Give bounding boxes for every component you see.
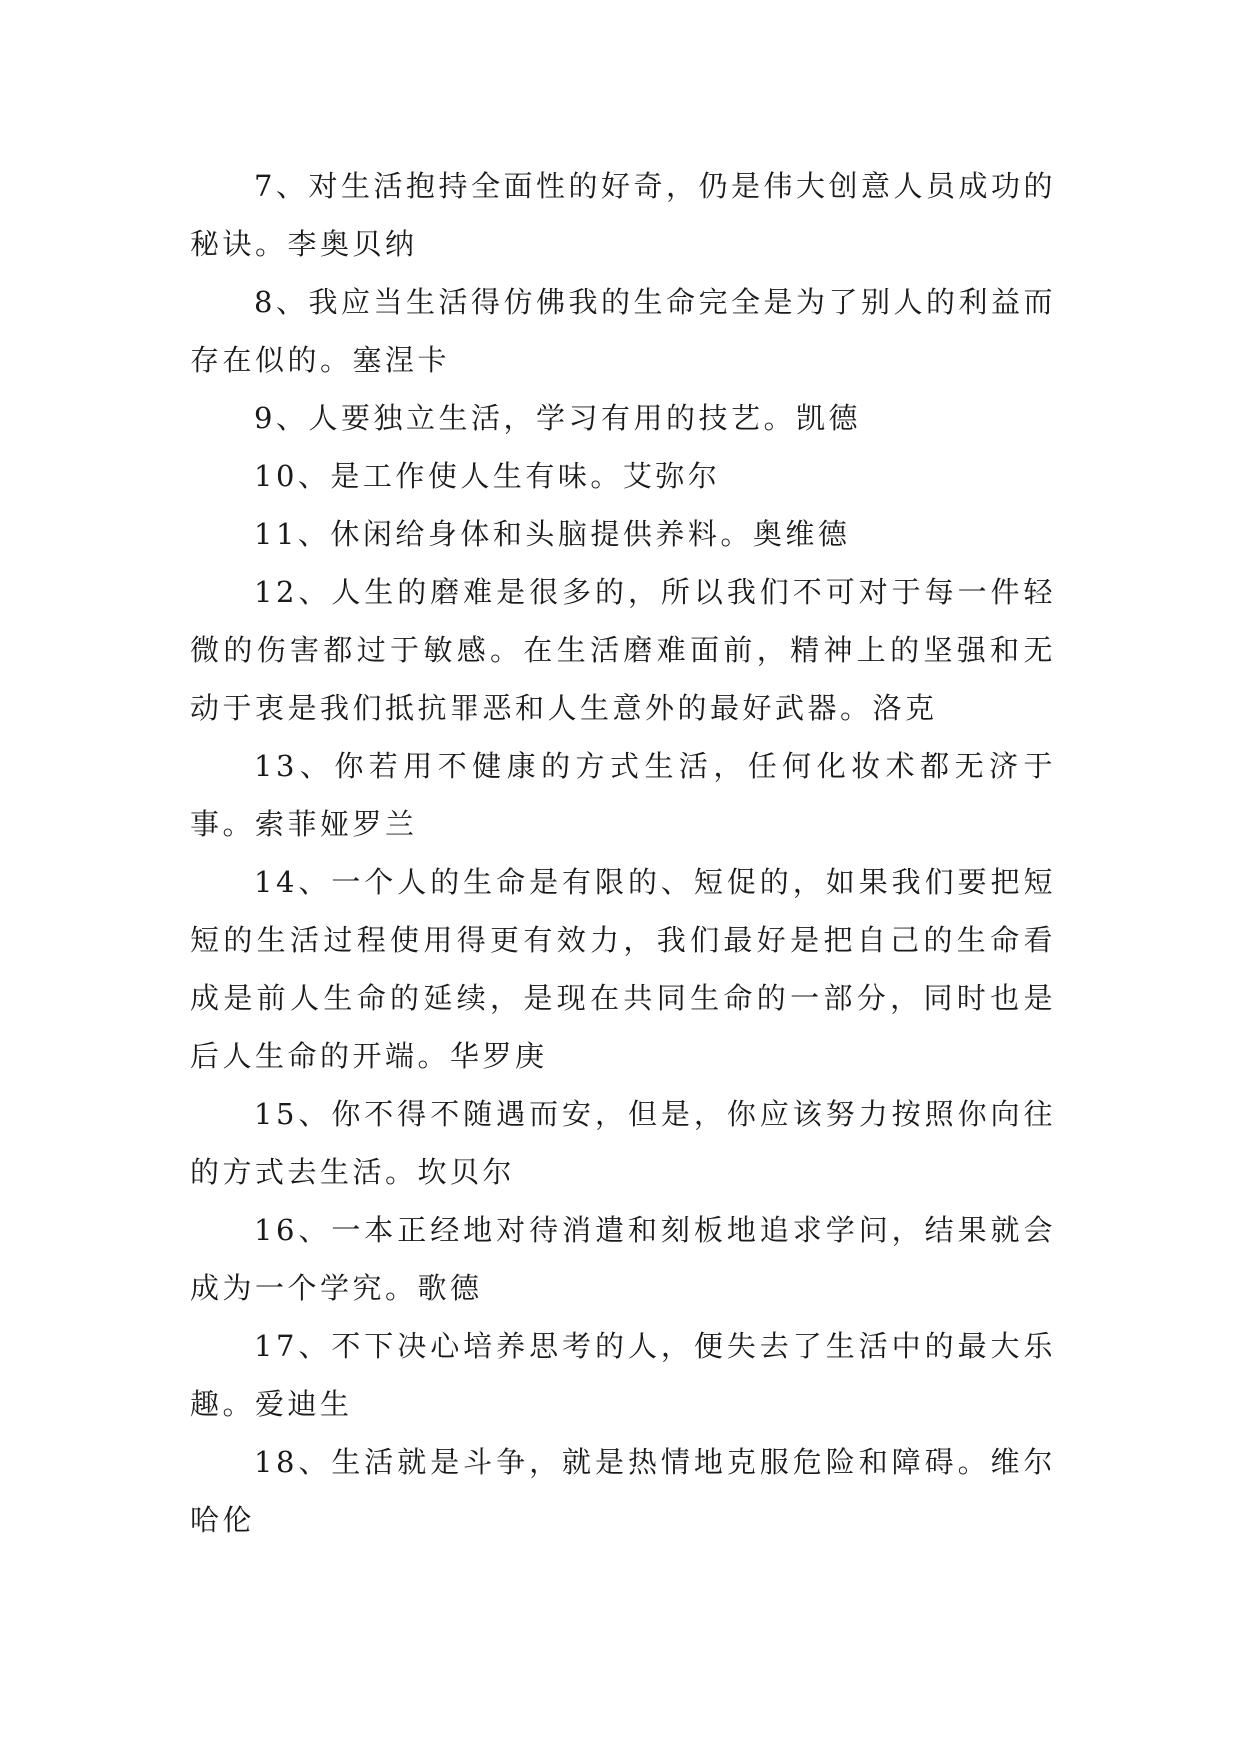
quote-paragraph: 14、一个人的生命是有限的、短促的，如果我们要把短短的生活过程使用得更有效力，我们最好是把自己的生命看成是前人生命的延续，是现在共同生命的一部分，同时也是后人生命的开端。华罗庚 <box>190 865 1056 1073</box>
quote-paragraph: 11、休闲给身体和头脑提供养料。奥维德 <box>254 517 851 551</box>
quote-paragraph: 10、是工作使人生有味。艾弥尔 <box>254 459 721 493</box>
quote-paragraph: 16、一本正经地对待消遣和刻板地追求学问，结果就会成为一个学究。歌德 <box>190 1213 1056 1305</box>
quote-paragraph: 12、人生的磨难是很多的，所以我们不可对于每一件轻微的伤害都过于敏感。在生活磨难面前，精神上的坚强和无动于衷是我们抵抗罪恶和人生意外的最好武器。洛克 <box>190 575 1056 725</box>
quote-paragraph: 8、我应当生活得仿佛我的生命完全是为了别人的利益而存在似的。塞涅卡 <box>190 285 1056 377</box>
quote-paragraph: 13、你若用不健康的方式生活，任何化妆术都无济于事。索菲娅罗兰 <box>190 749 1056 841</box>
quote-paragraph: 9、人要独立生活，学习有用的技艺。凯德 <box>254 401 861 435</box>
quote-paragraph: 17、不下决心培养思考的人，便失去了生活中的最大乐趣。爱迪生 <box>190 1329 1056 1421</box>
quote-paragraph: 18、生活就是斗争，就是热情地克服危险和障碍。维尔哈伦 <box>190 1445 1056 1537</box>
quote-paragraph: 15、你不得不随遇而安，但是，你应该努力按照你向往的方式去生活。坎贝尔 <box>190 1097 1056 1189</box>
quote-list <box>190 157 1056 1549</box>
quote-paragraph: 7、对生活抱持全面性的好奇，仍是伟大创意人员成功的秘诀。李奥贝纳 <box>190 169 1056 261</box>
